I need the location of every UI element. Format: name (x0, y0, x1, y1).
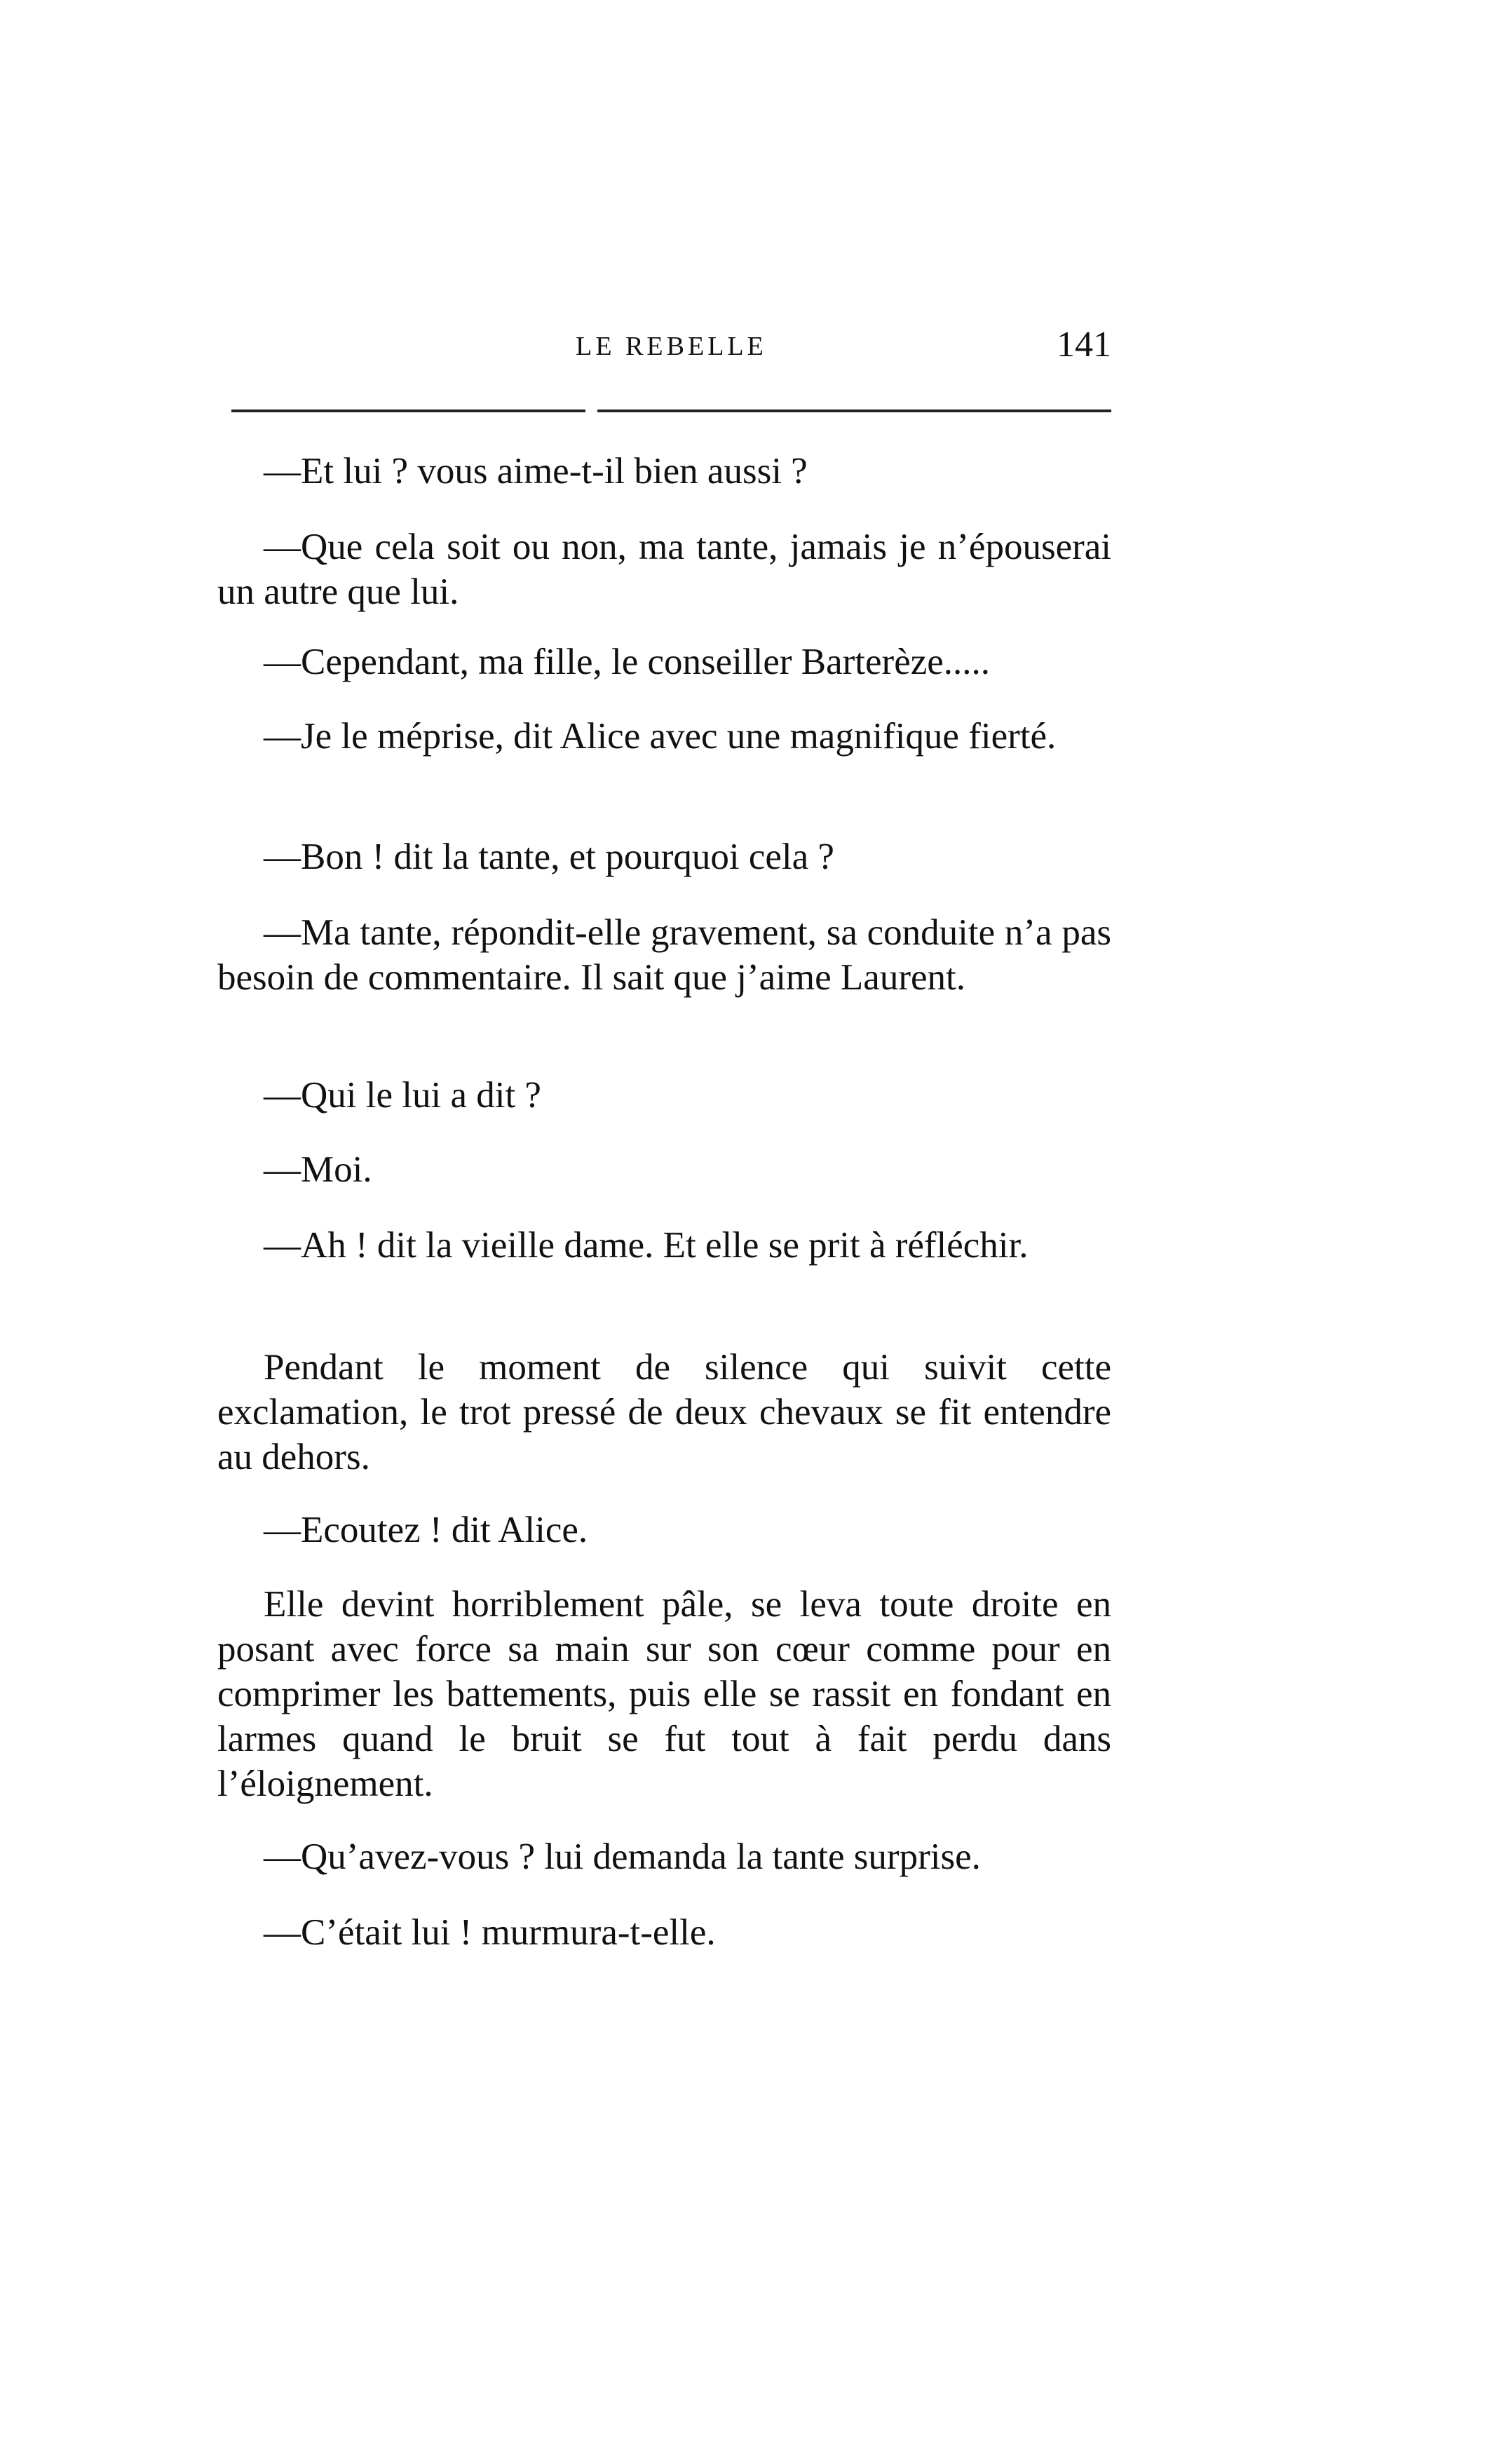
paragraph: —Cependant, ma fille, le conseiller Barterèze..... (264, 642, 991, 682)
paragraph: —Ah ! dit la vieille dame. Et elle se prit à réfléchir. (264, 1225, 1029, 1266)
paragraph: —Moi. (264, 1149, 372, 1190)
paragraph: —Ma tante, répondit-elle gravement, sa conduite n’a pas besoin de commentaire. Il sait que j’aime Laurent. (217, 912, 1111, 998)
running-title: LE REBELLE (576, 332, 767, 361)
header-rule-right (597, 409, 1111, 412)
paragraph: Pendant le moment de silence qui suivit cette exclamation, le trot pressé de deux chevaux se fit entendre au dehors. (217, 1347, 1111, 1477)
header-rule-left (231, 409, 585, 412)
paragraph: —Et lui ? vous aime-t-il bien aussi ? (264, 451, 808, 492)
paragraph: —Qu’avez-vous ? lui demanda la tante surprise. (264, 1836, 981, 1877)
page-header (231, 324, 1111, 373)
paragraph: —Bon ! dit la tante, et pourquoi cela ? (264, 837, 834, 877)
paragraph: —Qui le lui a dit ? (264, 1075, 541, 1116)
paragraph: —C’était lui ! murmura-t-elle. (264, 1912, 716, 1953)
page-number: 141 (1057, 325, 1111, 365)
paragraph: Elle devint horriblement pâle, se leva toute droite en posant avec force sa main sur son cœur comme pour en comprimer les battements, puis elle se rassit en fondant en larmes quand le bruit se fut tout à fait perdu dans l’éloignement. (217, 1584, 1111, 1804)
paragraph: —Ecoutez ! dit Alice. (264, 1510, 588, 1550)
paragraph: —Que cela soit ou non, ma tante, jamais je n’épouserai un autre que lui. (217, 527, 1111, 612)
paragraph: —Je le méprise, dit Alice avec une magnifique fierté. (264, 716, 1057, 757)
